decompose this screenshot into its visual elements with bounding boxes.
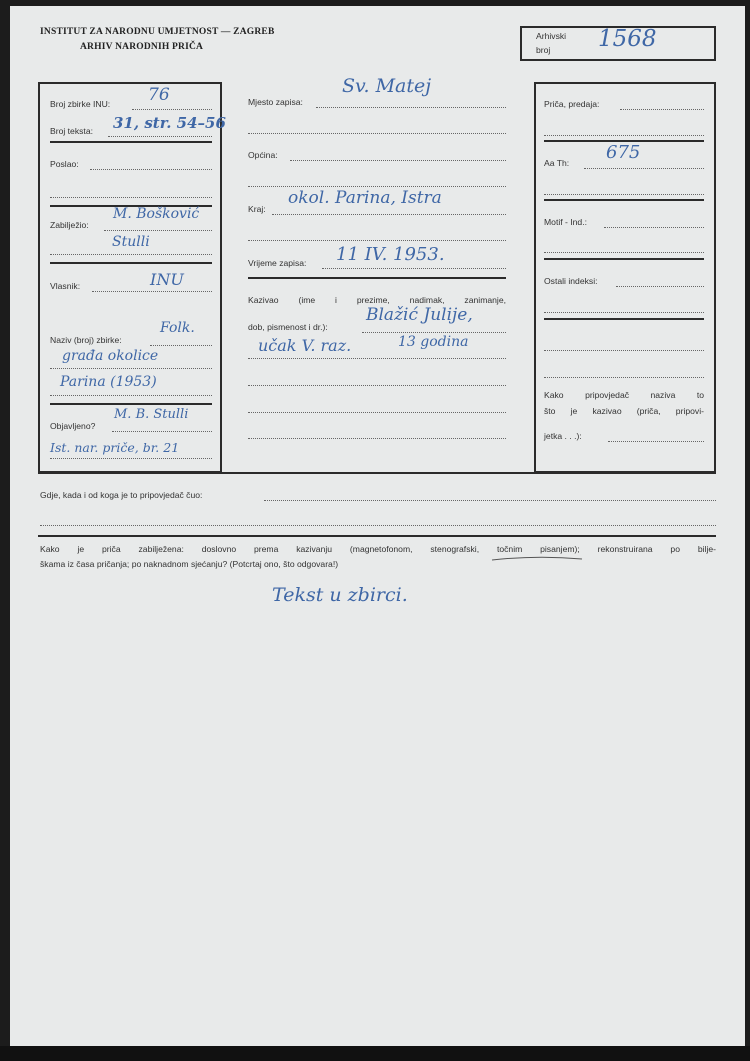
narrator-term-label-3: jetka . . .):: [544, 431, 582, 441]
text-number-label: Broj teksta:: [50, 126, 93, 136]
recorder-value-1: M. Bošković: [113, 206, 200, 222]
date-label: Vrijeme zapisa:: [248, 258, 307, 268]
other-indexes-label: Ostali indeksi:: [544, 276, 598, 286]
narrator-label-2: dob, pismenost i dr.):: [248, 322, 328, 332]
collection-name-value-3: Parina (1953): [60, 374, 157, 390]
pencil-underline-mark: [490, 555, 584, 563]
text-in-collection-note: Tekst u zbirci.: [272, 584, 408, 606]
collection-name-value-2: građa okolice: [62, 348, 159, 364]
published-value-2: Ist. nar. priče, br. 21: [50, 440, 180, 455]
recording-method-line-1: Kako je priča zabilježena: doslovno prema kazivanju (magnetofonom, stenografski, točnim pisanjem); rekonstruirana po bilje-: [40, 544, 716, 554]
source-heard-label: Gdje, kada i od koga je to pripovjedač čuo:: [40, 490, 203, 500]
collection-name-value-1: Folk.: [160, 320, 195, 336]
narrator-value-2: učak V. raz.: [258, 336, 352, 355]
narrator-value-3: 13 godina: [398, 334, 469, 350]
narrator-term-label-2: što je kazivao (priča, pripovi-: [544, 406, 704, 416]
archive-number-label-2: broj: [536, 45, 551, 55]
recorder-value-2: Stulli: [112, 234, 150, 250]
aath-value: 675: [606, 142, 641, 163]
region-value: okol. Parina, Istra: [288, 188, 442, 208]
published-value-1: M. B. Stulli: [114, 407, 189, 422]
collection-number-label: Broj zbirke INU:: [50, 99, 111, 109]
collection-name-label: Naziv (broj) zbirke:: [50, 335, 122, 345]
motif-label: Motif - Ind.:: [544, 217, 587, 227]
collection-number-value: 76: [148, 85, 170, 105]
institute-title: INSTITUT ZA NARODNU UMJETNOST — ZAGREB: [40, 27, 275, 37]
date-value: 11 IV. 1953.: [336, 244, 445, 265]
archive-number-label-1: Arhivski: [536, 31, 567, 41]
owner-label: Vlasnik:: [50, 281, 81, 291]
recorder-label: Zabilježio:: [50, 220, 89, 230]
story-type-label: Priča, predaja:: [544, 99, 600, 109]
aath-label: Aa Th:: [544, 158, 570, 168]
region-label: Kraj:: [248, 204, 266, 214]
archive-title: ARHIV NARODNIH PRIČA: [80, 42, 204, 52]
text-number-value: 31, str. 54–56: [113, 114, 226, 132]
recording-method-line-2: škama iz časa pričanja; po naknadnom sjećanju? (Potcrtaj ono, što odgovara!): [40, 559, 339, 569]
owner-value: INU: [150, 270, 184, 289]
narrator-term-label-1: Kako pripovjedač naziva to: [544, 390, 704, 400]
archive-number-value: 1568: [598, 26, 657, 52]
place-label: Mjesto zapisa:: [248, 97, 303, 107]
place-value: Sv. Matej: [342, 75, 432, 97]
scan-edge: [0, 1046, 750, 1061]
sender-label: Poslao:: [50, 159, 79, 169]
narrator-label-1: Kazivao (ime i prezime, nadimak, zanimanje,: [248, 295, 506, 305]
published-label: Objavljeno?: [50, 421, 96, 431]
municipality-label: Općina:: [248, 150, 278, 160]
narrator-value-1: Blažić Julije,: [366, 305, 473, 325]
